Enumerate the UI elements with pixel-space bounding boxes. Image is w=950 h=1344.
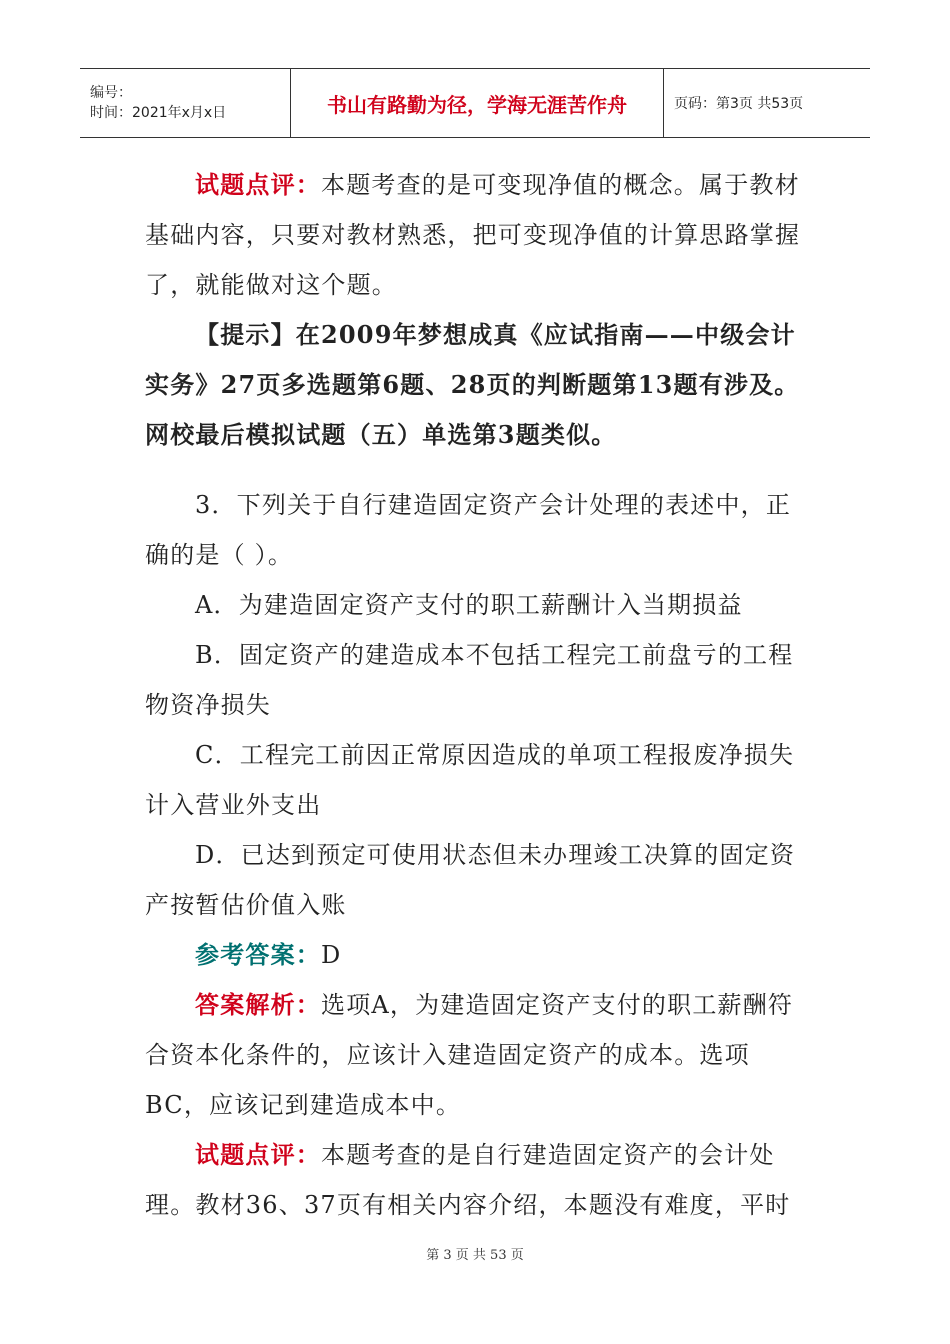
document-date: 时间：2021年x月x日 [90,105,227,121]
review-label: 试题点评： [195,170,321,199]
answer-label: 参考答案： [195,940,321,969]
page-footer: 第 3 页 共 53 页 [426,1248,524,1263]
answer-paragraph [145,930,807,980]
analysis-text: 选项A，为建造固定资产支付的职工薪酬符合资本化条件的，应该计入建造固定资产的成本。选项BC，应该记到建造成本中。 [145,991,794,1119]
option-c: C．工程完工前因正常原因造成的单项工程报废净损失计入营业外支出 [145,741,795,819]
question-stem: 3．下列关于自行建造固定资产会计处理的表述中，正确的是（ ）。 [145,491,792,569]
review-paragraph-2 [145,1130,807,1230]
spacer [145,460,807,480]
header-page-info: 页码：第3页 共53页 [674,96,804,112]
document-number: 编号： [90,85,132,101]
option-a: A．为建造固定资产支付的职工薪酬计入当期损益 [195,591,743,619]
option-b: B．固定资产的建造成本不包括工程完工前盘亏的工程物资净损失 [145,641,794,719]
analysis-paragraph [145,980,807,1130]
review-label-2: 试题点评： [195,1140,321,1169]
answer-value: D [321,941,342,969]
page-header [80,68,870,138]
analysis-label: 答案解析： [195,990,321,1019]
document-body [145,160,807,1230]
review-paragraph [145,160,807,310]
review-text-2: 本题考查的是自行建造固定资产的会计处理。教材36、37页有相关内容介绍，本题没有难度，平时 [145,1141,791,1219]
tip-paragraph: 【提示】在2009年梦想成真《应试指南——中级会计实务》27页多选题第6题、28页的判断题第13题有涉及。网校最后模拟试题（五）单选第3题类似。 [145,320,800,449]
review-text: 本题考查的是可变现净值的概念。属于教材基础内容，只要对教材熟悉，把可变现净值的计算思路掌握了，就能做对这个题。 [145,171,801,299]
header-meta [80,69,291,137]
option-d: D．已达到预定可使用状态但未办理竣工决算的固定资产按暂估价值入账 [145,841,796,919]
header-motto: 书山有路勤为径，学海无涯苦作舟 [291,69,664,137]
